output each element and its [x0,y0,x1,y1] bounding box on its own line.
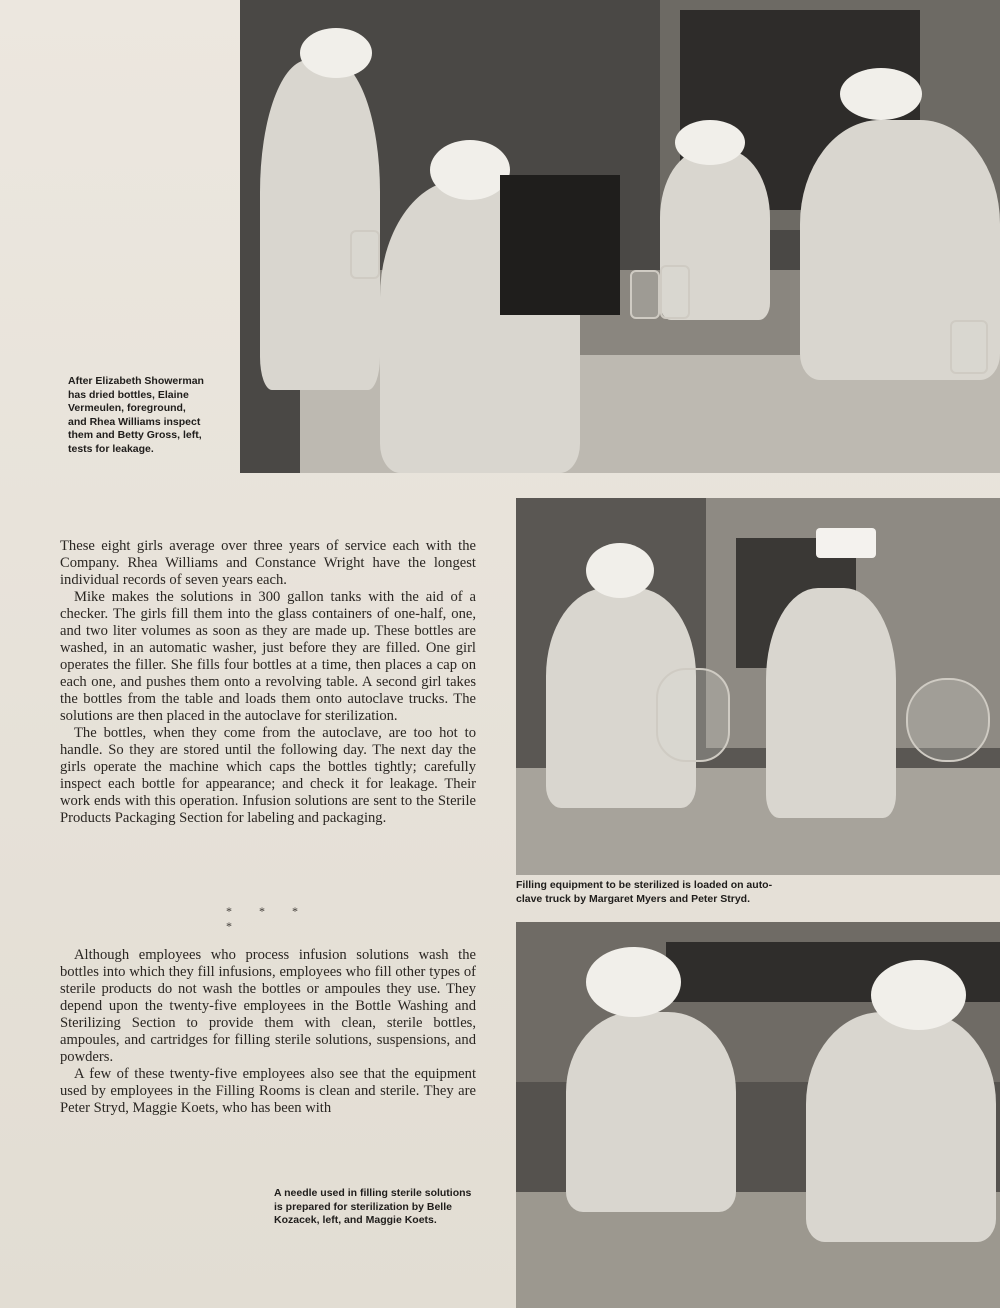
caption-needle [274,1187,496,1228]
caption-line [68,402,234,416]
paragraph: Although employees who process infusion solutions wash the bottles into which they fill infusions, employees who fill other types of sterile products do not wash the bottles or ampoules they use. They depend upon the twenty-five employees in the Bottle Washing and Sterilizing Section to provide them with clean, sterile bottles, ampoules, and cartridges for filling sterile solutions, suspensions, and powders. [60,947,476,1065]
caption-line: tests for leakage. [68,442,154,455]
paragraph: Mike makes the solutions in 300 gallon tanks with the aid of a checker. The girls fill them into the glass containers of one-half, one, and two liter volumes as soon as they are made up. These bottles are washed, in an automatic washer, just before they are filled. One girl operates the filler. She fills four bottles at a time, then places a cap on each one, and pushes them onto a revolving table. A second girl takes the bottles from the table and loads them onto autoclave trucks. The solutions are then placed in the autoclave for sterilization. [60,589,476,724]
caption-line: Kozacek, left, and Maggie Koets. [274,1214,437,1226]
paragraph: These eight girls average over three years of service each with the Company. Rhea Williams and Constance Wright have the longest individual records of seven years each. [60,538,476,588]
photo-needle-preparation [516,922,1000,1308]
caption-line: clave truck by Margaret Myers and Peter Stryd. [516,892,751,905]
photo-filling-equipment [516,498,1000,875]
caption-line: is prepared for sterilization by Belle [274,1200,452,1213]
caption-text: Vermeulen, foreground, [68,402,186,414]
caption-line: After Elizabeth Showerman [68,375,204,387]
paragraph: The bottles, when they come from the autoclave, are too hot to handle. So they are stored until the following day. The next day the girls operate the machine which caps the bottles tightly; carefully inspect each bottle for appearance; and check it for leakage. Their work ends with this operation. Infusion solutions are sent to the Sterile Products Packaging Section for labeling and packaging. [60,725,476,826]
article-section-1 [60,538,476,827]
paragraph: A few of these twenty-five employees also see that the equipment used by employees in the Filling Rooms is clean and sterile. They are Peter Stryd, Maggie Koets, who has been with [60,1066,476,1116]
caption-filling [516,879,816,906]
caption-line: them and Betty Gross, left, [68,429,202,441]
photo-inspection-table [240,0,1000,473]
article-section-2 [60,947,476,1117]
caption-line: Filling equipment to be sterilized is loaded on auto- [516,879,773,891]
caption-line: has dried bottles, Elaine [68,388,189,401]
caption-line: A needle used in filling sterile solutions [274,1187,472,1199]
caption-inspection [68,375,234,456]
section-separator: * * * * [226,904,310,933]
caption-line: and Rhea Williams inspect [68,415,201,428]
